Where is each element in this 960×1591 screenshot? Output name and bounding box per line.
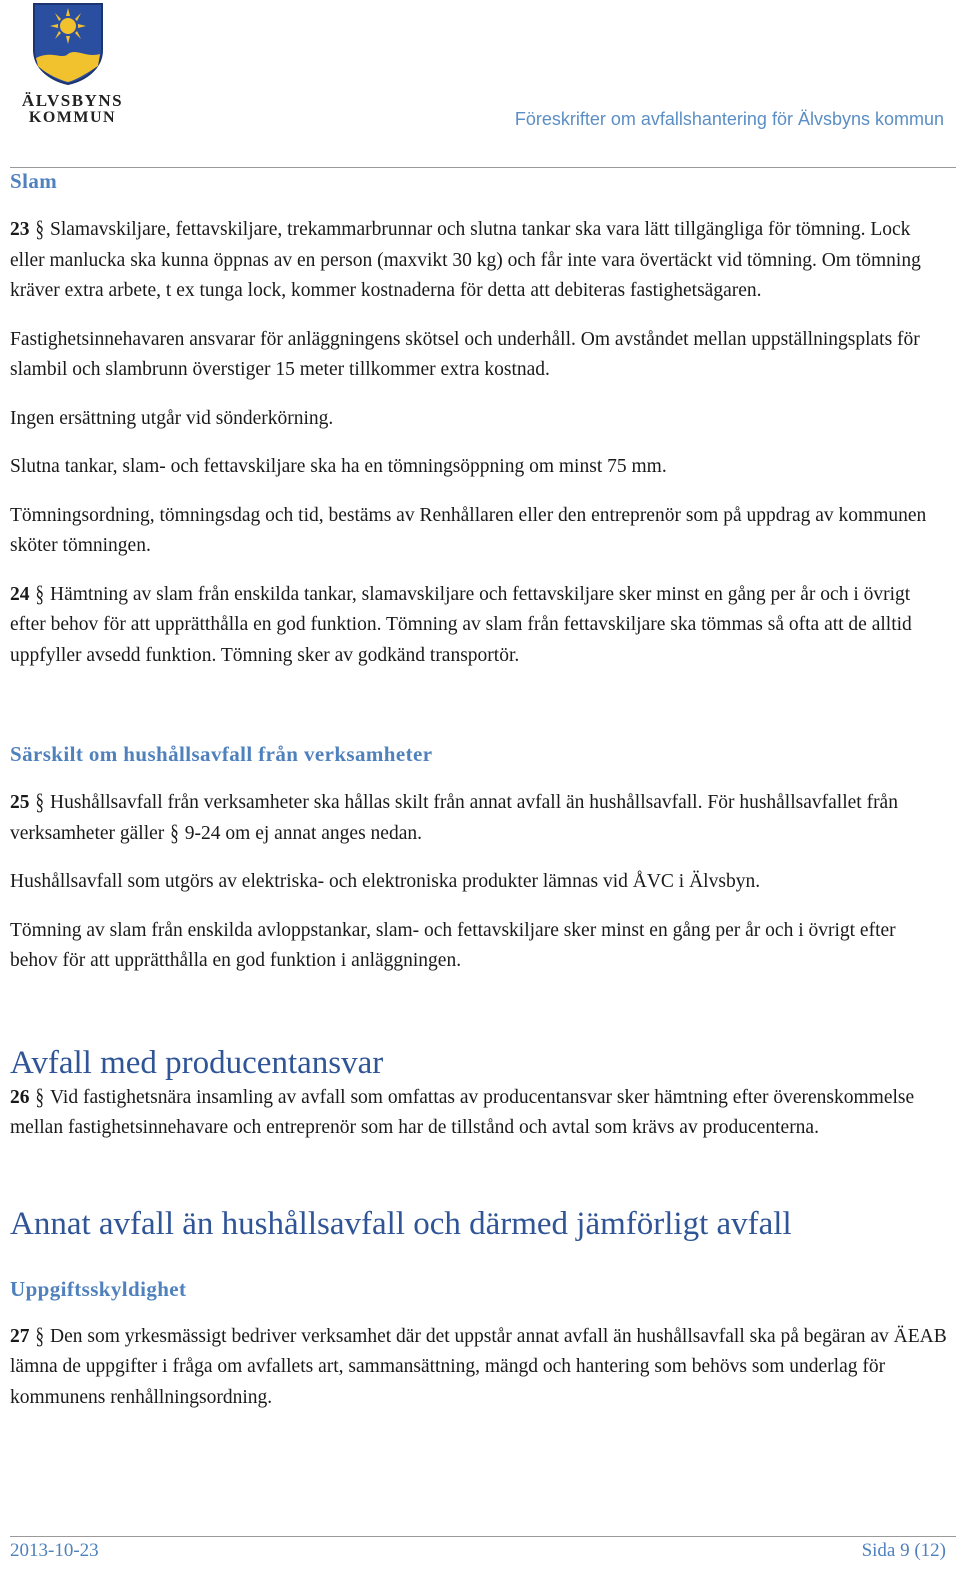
paragraph-no-compensation: Ingen ersättning utgår vid sönderkörning. <box>10 407 334 429</box>
paragraph-number-25: 25 <box>10 792 30 813</box>
paragraph-25 <box>10 788 948 849</box>
page-number: Sida 9 (12) <box>861 1540 946 1561</box>
paragraph-26-text: Vid fastighetsnära insamling av avfall som omfattas av producentansvar sker hämtning efter överenskommelse mellan fastighetsinnehavare och entreprenör som har de tillstånd och avtal som krävs av producenterna. <box>10 1086 915 1138</box>
section-sign-icon: § <box>35 580 44 607</box>
paragraph-27-text: Den som yrkesmässigt bedriver verksamhet där det uppstår annat avfall än hushållsavfall ska på begäran av ÄEAB lämna de uppgifter i fråga om avfallets art, sammansättning, mängd och hantering som behövs som underlag för kommunens renhållningsordning. <box>10 1325 947 1408</box>
paragraph-number-27: 27 <box>10 1325 30 1347</box>
heading-annat-avfall: Annat avfall än hushållsavfall och därmed jämförligt avfall <box>10 1205 792 1242</box>
paragraph-number-26: 26 <box>10 1086 30 1108</box>
coat-of-arms-icon <box>32 2 104 86</box>
heading-producentansvar: Avfall med producentansvar <box>10 1044 384 1081</box>
page-body <box>10 168 948 1413</box>
municipality-logo <box>10 2 130 132</box>
paragraph-26 <box>10 1083 948 1144</box>
paragraph-23-text: Slamavskiljare, fettavskiljare, trekammarbrunnar och slutna tankar ska vara lätt tillgängliga för tömning. Lock eller manlucka ska kunna öppnas av en person (maxvikt 30 kg) och får inte vara övertäckt vid tömning. Om tömning kräver extra arbete, t ex tunga lock, kommer kostnaderna för detta att debiteras fastighetsägaren. <box>10 219 921 301</box>
paragraph-24-text: Hämtning av slam från enskilda tankar, slamavskiljare och fettavskiljare sker minst en gång per år och i övrigt efter behov för att upprätthålla en god funktion. Tömning av slam från fettavskiljare ska tömmas så ofta att de alltid uppfyller avsedd funktion. Tömning sker av godkänd transportör. <box>10 583 912 666</box>
paragraph-25-text-b: 9-24 om ej annat anges nedan. <box>184 822 422 844</box>
paragraph-25-text-a: Hushållsavfall från verksamheter ska hållas skilt från annat avfall än hushållsavfall. För hushållsavfallet från verksamheter gäller <box>10 792 898 844</box>
paragraph-number-24: 24 <box>10 583 30 605</box>
logo-text <box>10 92 135 127</box>
paragraph-emptying-order: Tömningsordning, tömningsdag och tid, bestäms av Renhållaren eller den entreprenör som på uppdrag av kommunen sköter tömningen. <box>10 504 927 556</box>
heading-verksamheter: Särskilt om hushållsavfall från verksamheter <box>10 742 433 766</box>
section-sign-icon: § <box>35 1322 44 1349</box>
paragraph-24 <box>10 580 948 672</box>
logo-line-2: KOMMUN <box>28 108 117 126</box>
paragraph-sewage-emptying: Tömning av slam från enskilda avloppstankar, slam- och fettavskiljare sker minst en gång per år och i övrigt efter behov för att upprätthålla en god funktion i anläggningen. <box>10 919 896 971</box>
document-title: Föreskrifter om avfallshantering för Älvsbyns kommun <box>514 109 944 129</box>
paragraph-tank-opening: Slutna tankar, slam- och fettavskiljare ska ha en tömningsöppning om minst 75 mm. <box>10 456 667 477</box>
paragraph-number-23: 23 <box>10 219 30 240</box>
section-sign-icon: § <box>35 789 44 816</box>
section-sign-icon: § <box>35 1083 44 1110</box>
footer-divider <box>10 1536 956 1537</box>
paragraph-electronics: Hushållsavfall som utgörs av elektriska- och elektroniska produkter lämnas vid ÅVC i Älvsbyn. <box>10 871 761 892</box>
footer-date: 2013-10-23 <box>10 1540 99 1561</box>
page-header <box>0 0 960 166</box>
page-footer <box>10 1536 956 1561</box>
heading-slam: Slam <box>10 169 58 193</box>
section-sign-icon: § <box>170 819 179 846</box>
logo-line-1: ÄLVSBYNS <box>21 91 124 110</box>
paragraph-23 <box>10 215 948 307</box>
heading-uppgiftsskyldighet: Uppgiftsskyldighet <box>10 1276 187 1301</box>
paragraph-27 <box>10 1322 948 1414</box>
section-sign-icon: § <box>35 216 44 243</box>
paragraph-maintenance: Fastighetsinnehavaren ansvarar för anläggningens skötsel och underhåll. Om avståndet mellan uppställningsplats för slambil och slambrunn överstiger 15 meter tillkommer extra kostnad. <box>10 328 920 380</box>
